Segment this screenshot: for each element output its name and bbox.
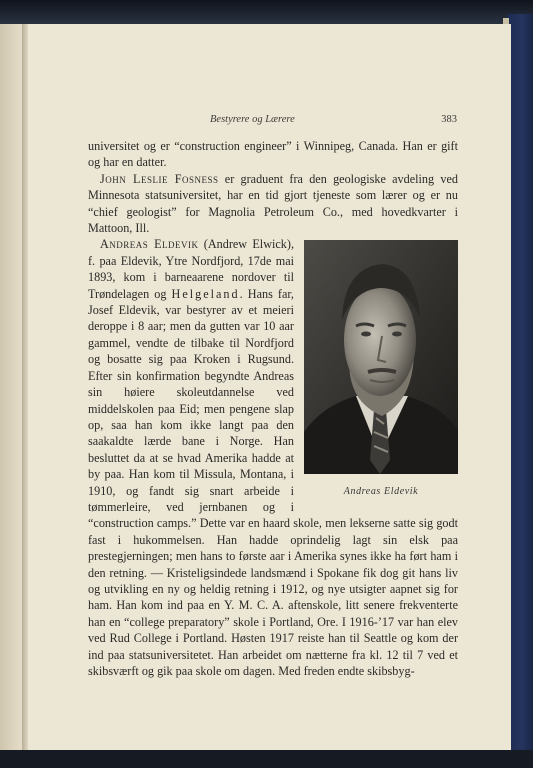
- person-name: Andreas Eldevik: [100, 237, 199, 252]
- figure-caption: Andreas Eldevik: [343, 486, 419, 498]
- page-header: [28, 114, 511, 128]
- body-text: [88, 138, 458, 679]
- paragraph-text: er graduent fra den geologiske avdeling ved Minnesota statsuniversitet, har en tid gjort tjeneste som lærer og er nu “chief geologist” for Magnolia Petroleum Co., med hovedkvarter i Mattoon, Ill.: [88, 171, 458, 236]
- portrait-photo: [304, 240, 458, 474]
- paragraph: [88, 171, 458, 237]
- portrait-figure: [304, 240, 458, 500]
- paragraph: [88, 138, 458, 171]
- paragraph-text: . Hans far, Josef Eldevik, var bestyrer av et meieri deroppe i 8 aar; men da gutten var 10 aar gammel, vendte de tilbake til Nordfjord og bosatte sig paa Kroken i Rugsund. Efter sin konfirmation begyndte Andreas sin høiere skoleutdannelse ved middelskolen paa Eid; men pengene slap op, saa han kom ikke langt paa den saakaldte lærde bane i Norge. Han besluttet da at se hvad Amerika hadde at by paa. Han kom til Missula, Montana, i 1910, og fandt sig snart arbeide i tømmerleire, ved jernbanen og i “construction camps.” Dette var en haard skole, men lekserne satte sig godt fast i hukommelsen. Han hadde oprindelig lagt sin elsk paa prestegjerningen; men hans to første aar i Amerika synes ikke ha ført ham i den retning. — Kristeligsindede landsmænd i Spokane fik dog git hans liv og utvikling en ny og heldig retning i 1912, og nye utsigter aapnet sig for ham. Han kom ind paa en Y. M. C. A. aftenskole, litt senere frekventerte han en “college preparatory” skole i Portland, Ore. I 1916-’17 var han elev ved Rud College i Portland. Høsten 1917 reiste han til Seattle og kom der ind paa statsuniversitetet. Han arbeidet om nætterne fra kl. 12 til 7 ved et skibsværft og gik paa skole om dagen. Med freden endte skibsbyg-: [88, 286, 458, 678]
- person-name: John Leslie Fosness: [100, 171, 219, 186]
- place-name: Helgeland: [171, 286, 240, 301]
- book-page: [28, 24, 511, 750]
- background-bottom: [0, 750, 533, 768]
- background-top: [0, 0, 533, 24]
- running-title: Bestyrere og Lærere: [210, 114, 295, 125]
- left-page-edge: [0, 24, 24, 750]
- page-number: 383: [441, 114, 457, 125]
- paragraph-text: (Andrew Elwick), f. paa Eldevik, Ytre Nordfjord, 17de mai 1893, kom i barneaarene nordover til Trøndelagen og: [88, 237, 294, 301]
- paragraph-text: universitet og er “construction engineer” i Winnipeg, Canada. Han er gift og har en datter.: [88, 139, 458, 170]
